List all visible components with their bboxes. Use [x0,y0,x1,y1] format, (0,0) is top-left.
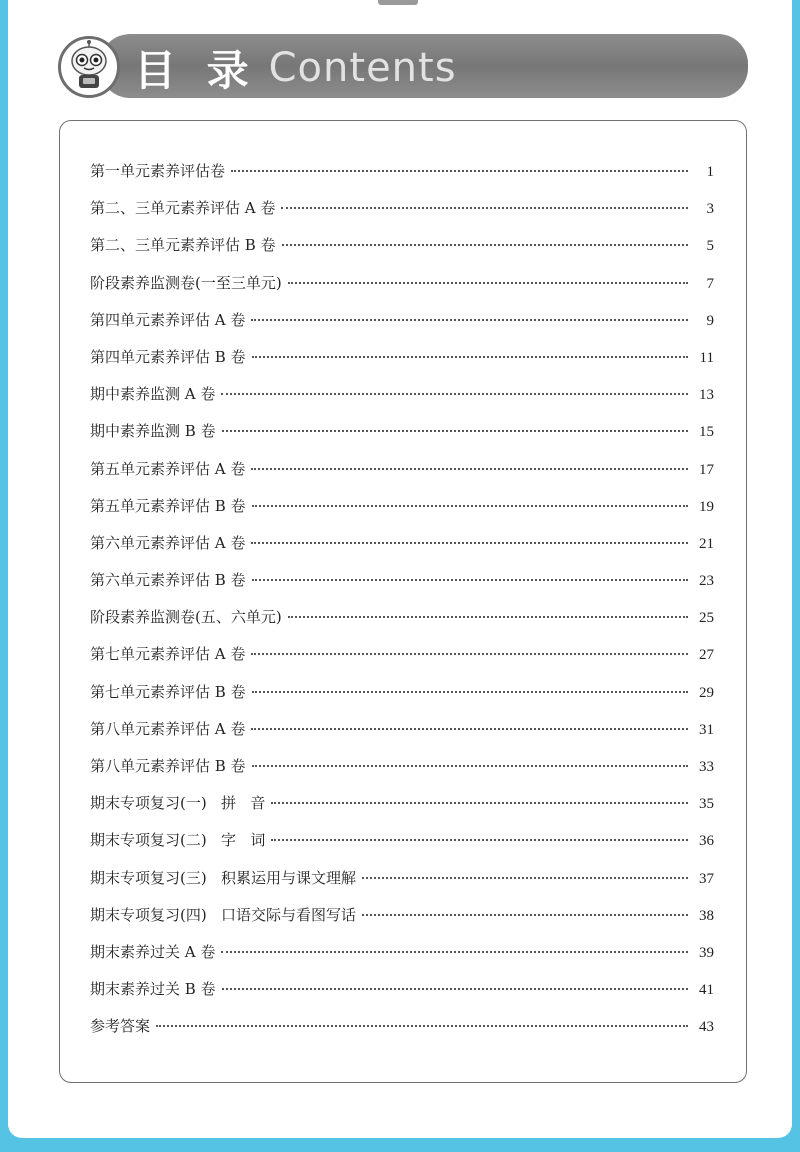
toc-entry[interactable] [90,748,714,785]
toc-entry[interactable] [90,860,714,897]
toc-entry-title: 第二、三单元素养评估 B 卷 [90,236,276,255]
dot-leader [221,951,688,953]
toc-entry[interactable] [90,153,714,190]
toc-entry-page-number: 3 [706,201,714,218]
toc-entry-title: 第八单元素养评估 A 卷 [90,719,246,738]
toc-entry-page-number: 35 [699,796,714,813]
toc-entry[interactable] [90,934,714,971]
dot-leader [222,430,688,432]
toc-entry-page-number: 33 [699,759,714,775]
dot-leader [281,207,688,209]
toc-entry[interactable] [90,1008,714,1045]
toc-entry[interactable] [90,227,714,264]
toc-entry-page-number: 21 [699,535,714,552]
toc-entry-title: 期末素养过关 A 卷 [90,942,216,961]
toc-entry-page-number: 43 [699,1019,714,1036]
toc-entry-title: 第六单元素养评估 B 卷 [90,571,246,590]
dot-leader [251,542,688,544]
dot-leader [252,691,688,693]
toc-entry-page-number: 29 [699,684,714,701]
toc-entry-page-number: 17 [699,461,714,478]
title-english: Contents [268,45,457,91]
toc-entry-title: 期中素养监测 B 卷 [90,422,216,441]
toc-entry-page-number: 11 [699,349,714,366]
toc-entry-title: 期末专项复习(二) 字 词 [90,831,266,850]
dot-leader [222,988,688,990]
toc-entry-page-number: 5 [706,238,714,255]
toc-entry-page-number: 41 [699,982,714,999]
dot-leader [362,914,688,916]
toc-entry[interactable] [90,302,714,339]
dot-leader [252,579,688,581]
dot-leader [251,468,688,470]
toc-entry-page-number: 23 [699,573,714,590]
toc-entry[interactable] [90,599,714,636]
toc-entry-page-number: 1 [706,164,714,180]
toc-entry-title: 第七单元素养评估 A 卷 [90,645,246,664]
toc-entry-title: 第五单元素养评估 A 卷 [90,459,246,478]
toc-entry-page-number: 19 [699,498,714,515]
toc-entry-page-number: 36 [699,833,714,850]
dot-leader [288,616,688,618]
toc-entry-title: 期末专项复习(一) 拼 音 [90,794,266,813]
toc-entry-title: 第四单元素养评估 B 卷 [90,347,246,366]
toc-entry[interactable] [90,562,714,599]
toc-entry[interactable] [90,339,714,376]
toc-entry-page-number: 9 [706,312,714,329]
dot-leader [252,505,688,507]
toc-entry-page-number: 7 [706,275,714,292]
toc-entry-title: 阶段素养监测卷(五、六单元) [90,608,282,627]
toc-entry-title: 期末专项复习(三) 积累运用与课文理解 [90,868,357,887]
toc-entry-title: 第四单元素养评估 A 卷 [90,310,246,329]
dot-leader [221,393,688,395]
toc-entry-title: 第六单元素养评估 A 卷 [90,533,246,552]
dot-leader [288,282,688,284]
toc-entry[interactable] [90,897,714,934]
toc-entry[interactable] [90,265,714,302]
toc-entry-title: 期末专项复习(四) 口语交际与看图写话 [90,905,357,924]
toc-entry[interactable] [90,822,714,859]
toc-entry-page-number: 13 [699,387,714,404]
dot-leader [271,802,688,804]
toc-entry-title: 第一单元素养评估卷 [90,162,226,180]
toc-entry-title: 第二、三单元素养评估 A 卷 [90,199,276,218]
toc-entry[interactable] [90,674,714,711]
toc-entry[interactable] [90,971,714,1008]
dot-leader [252,765,688,767]
toc-entry-title: 第七单元素养评估 B 卷 [90,682,246,701]
toc-entry[interactable] [90,413,714,450]
toc-entry[interactable] [90,488,714,525]
dot-leader [282,244,688,246]
toc-entry-title: 第五单元素养评估 B 卷 [90,496,246,515]
toc-entry[interactable] [90,525,714,562]
toc-entry[interactable] [90,190,714,227]
page-title [134,38,457,98]
toc-entry-page-number: 15 [699,424,714,441]
dot-leader [251,728,688,730]
dot-leader [271,839,688,841]
toc-entry-page-number: 37 [699,870,714,887]
toc-entry[interactable] [90,376,714,413]
dot-leader [156,1025,688,1027]
title-chinese: 目 录 [134,46,257,95]
toc-entry[interactable] [90,711,714,748]
toc-entry[interactable] [90,785,714,822]
toc-entry-page-number: 38 [699,907,714,924]
toc-entry-title: 期中素养监测 A 卷 [90,385,216,404]
toc-entry-page-number: 25 [699,610,714,627]
contents-list [90,153,714,1046]
toc-entry-title: 期末素养过关 B 卷 [90,980,216,999]
toc-entry-title: 阶段素养监测卷(一至三单元) [90,273,282,292]
toc-entry-page-number: 31 [699,721,714,738]
mascot-robot-icon [58,36,120,98]
toc-entry[interactable] [90,451,714,488]
toc-entry-title: 第八单元素养评估 B 卷 [90,757,246,775]
dot-leader [362,877,688,879]
toc-entry-title: 参考答案 [90,1017,151,1036]
toc-entry-page-number: 27 [699,647,714,664]
dot-leader [251,653,688,655]
dot-leader [252,356,688,358]
toc-entry[interactable] [90,636,714,673]
dot-leader [231,170,688,172]
dot-leader [251,319,688,321]
toc-entry-page-number: 39 [699,944,714,961]
top-tab-mark [378,0,418,5]
